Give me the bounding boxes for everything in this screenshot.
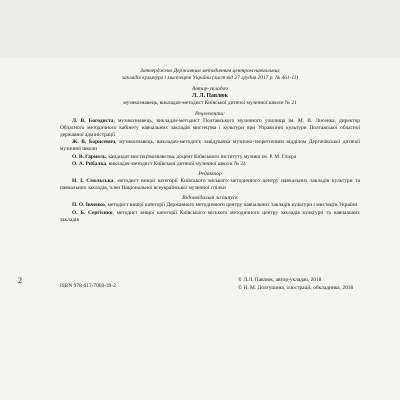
page-number: 2	[18, 276, 22, 285]
reviewer-2-desc: , музикознавець, викладач-методист, завідувачка музично-теоретичним відділом Дергачівської дитячої музичної школи	[60, 139, 360, 153]
copyright-author: © Л.Л. Павлюк, автор-укладач, 2018	[238, 277, 322, 283]
responsible-1-name: П. О. Івченко	[72, 202, 105, 209]
reviewer-4	[60, 161, 360, 168]
copyright-block	[238, 276, 353, 292]
reviewer-1	[60, 118, 360, 140]
responsible-2-name: О. Б. Сергієнко	[72, 209, 113, 216]
reviewer-1-desc: , музикознавець, викладач-методист Полтавського музичного училища ім. М. В. Лисенка, директор Обласного методичного кабінету навчальних закладів мистецтва і культури при Управлінні культури Полтавської обласної державної адміністрації	[60, 117, 360, 139]
copyright-illustrator: © Н. М. Долгушина, ілюстрації, обкладинка, 2018	[238, 285, 354, 291]
reviewer-4-name: О. А. Рибалка	[72, 160, 107, 167]
responsible-1	[60, 202, 360, 209]
page-top-margin	[0, 0, 400, 58]
author-description: музикознавець, викладач-методист Київської дитячої музичної школи № 21	[123, 100, 297, 107]
responsible-2-desc: , методист вищої категорії Київського міського методичного центру закладів культури та навчальних закладів	[60, 209, 361, 223]
author-name: Л. Л. Павлюк	[192, 93, 228, 100]
isbn: ISBN 978-617-7069-39-2	[60, 283, 116, 289]
editor-name: Н. І. Смольська	[72, 178, 114, 185]
reviewer-3-name: О. В. Гармель	[72, 153, 106, 160]
imprint-content	[60, 68, 360, 224]
editor-heading: Редактор	[198, 171, 222, 178]
responsible-heading: Відповідальні за випуск	[182, 195, 238, 202]
reviewer-1-name: Л. В. Богодиста	[72, 117, 114, 124]
reviewers-heading: Рецензенти:	[194, 110, 226, 117]
approval-line-2: закладів культури і мистецтв України (лист від 27 грудня 2017 р. № 461-11)	[121, 75, 299, 82]
responsible-1-desc: , методист вищої категорії Державного методичного центру навчальних закладів культури і мистецтв України	[104, 202, 358, 209]
editor-desc: , методист вищої категорії Київського міського методичного центру навчальних закладів культури та навчальних закладів, член Національної всеукраїнської музичної спілки	[60, 178, 361, 192]
author-heading: Автор-укладач	[191, 86, 229, 93]
editor-entry	[60, 178, 360, 192]
reviewer-3-desc: , кандидат мистецтвознавства, доцент Київського інституту музики ім. Р. М. Глієра	[105, 153, 297, 160]
reviewer-3	[60, 154, 360, 161]
approval-line-1: Затверджено Державним методичним центром навчальних	[140, 68, 280, 74]
reviewer-2-name: Ж. В. Борисевич	[72, 139, 116, 146]
responsible-2	[60, 210, 360, 224]
reviewer-2	[60, 139, 360, 153]
reviewer-4-desc: , викладач-методист Київської дитячої музичної школи № 24	[106, 160, 246, 167]
